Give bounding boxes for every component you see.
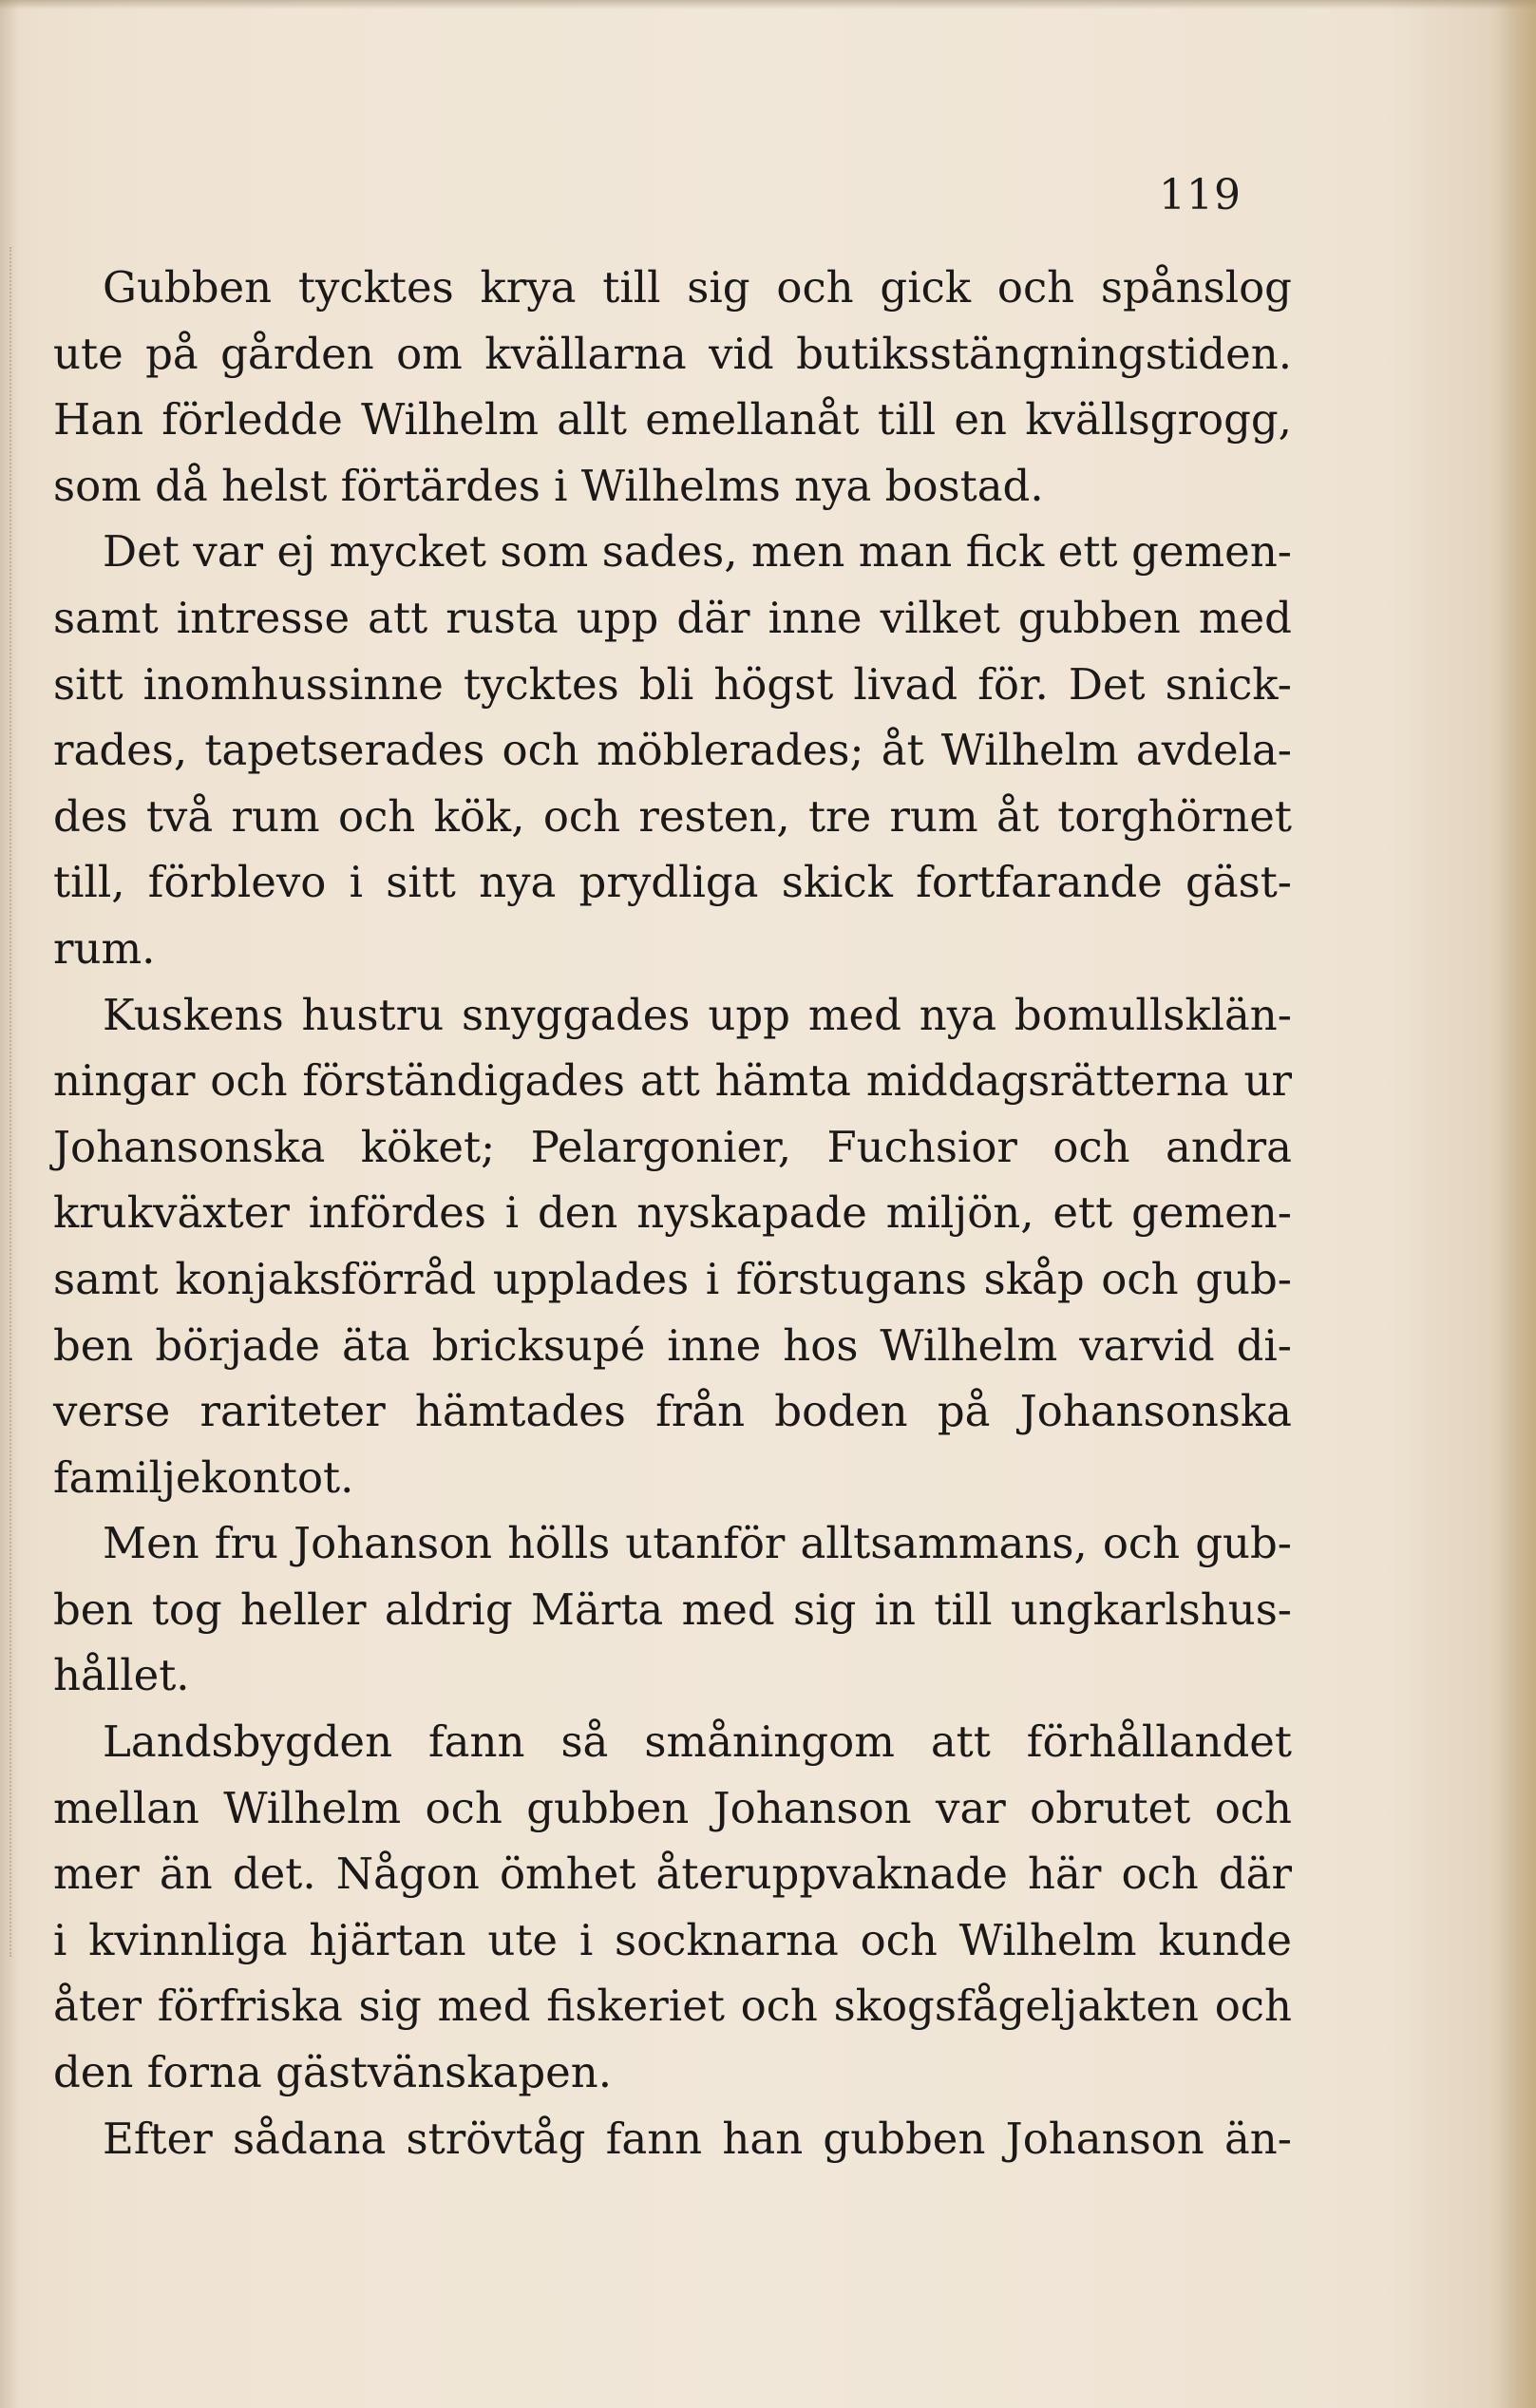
text-line: Han förledde Wilhelm allt emellanåt till en kvällsgrogg, — [53, 394, 1292, 446]
text-line: mer än det. Någon ömhet återuppvaknade här och där — [53, 1849, 1292, 1900]
text-line: i kvinnliga hjärtan ute i socknarna och Wilhelm kunde — [53, 1914, 1292, 1965]
gutter-marks — [9, 247, 14, 1957]
text-line: Kuskens hustru snyggades upp med nya bomullsklän- — [103, 989, 1292, 1040]
text-line: Johansonska köket; Pelargonier, Fuchsior och andra — [53, 1121, 1292, 1172]
text-line: ben tog heller aldrig Märta med sig in till ungkarlshus- — [53, 1583, 1292, 1635]
text-line: ningar och förständigades att hämta middagsrätterna ur — [53, 1055, 1292, 1107]
text-line: samt konjaksförråd upplades i förstugans skåp och gub- — [53, 1253, 1292, 1304]
body-text — [53, 255, 1292, 2171]
text-line: verse rariteter hämtades från boden på Johansonska — [53, 1386, 1292, 1437]
text-line: sitt inomhussinne tycktes bli högst livad för. Det snick- — [53, 658, 1292, 710]
text-line: som då helst förtärdes i Wilhelms nya bostad. — [53, 460, 1044, 511]
top-edge-shadow — [0, 0, 1536, 9]
text-line: rum. — [53, 922, 156, 974]
text-line: samt intresse att rusta upp där inne vilket gubben med — [53, 592, 1292, 643]
text-line: Gubben tycktes krya till sig och gick och spånslog — [103, 262, 1292, 313]
text-line: Men fru Johanson hölls utanför alltsammans, och gub- — [103, 1518, 1292, 1569]
text-line: den forna gästvänskapen. — [53, 2047, 613, 2098]
text-line: mellan Wilhelm och gubben Johanson var obrutet och — [53, 1782, 1292, 1833]
text-line: Det var ej mycket som sades, men man fick ett gemen- — [103, 526, 1292, 578]
page-number: 119 — [1159, 171, 1242, 219]
text-line: krukväxter infördes i den nyskapade miljön, ett gemen- — [53, 1187, 1292, 1239]
text-line: ben började äta bricksupé inne hos Wilhelm varvid di- — [53, 1319, 1292, 1371]
text-line: ute på gården om kvällarna vid butiksstängningstiden. — [53, 328, 1292, 379]
text-line: hållet. — [53, 1650, 190, 1701]
text-line: Efter sådana strövtåg fann han gubben Johanson än- — [103, 2113, 1292, 2164]
text-line: till, förblevo i sitt nya prydliga skick fortfarande gäst- — [53, 857, 1292, 908]
text-line: familjekontot. — [53, 1451, 354, 1503]
text-line: Landsbygden fann så småningom att förhållandet — [103, 1716, 1292, 1768]
text-line: åter förfriska sig med fiskeriet och skogsfågeljakten och — [53, 1981, 1292, 2032]
right-page-edge — [1498, 0, 1536, 2408]
text-line: des två rum och kök, och resten, tre rum åt torghörnet — [53, 790, 1292, 842]
text-line: rades, tapetserades och möblerades; åt Wilhelm avdela- — [53, 725, 1292, 776]
